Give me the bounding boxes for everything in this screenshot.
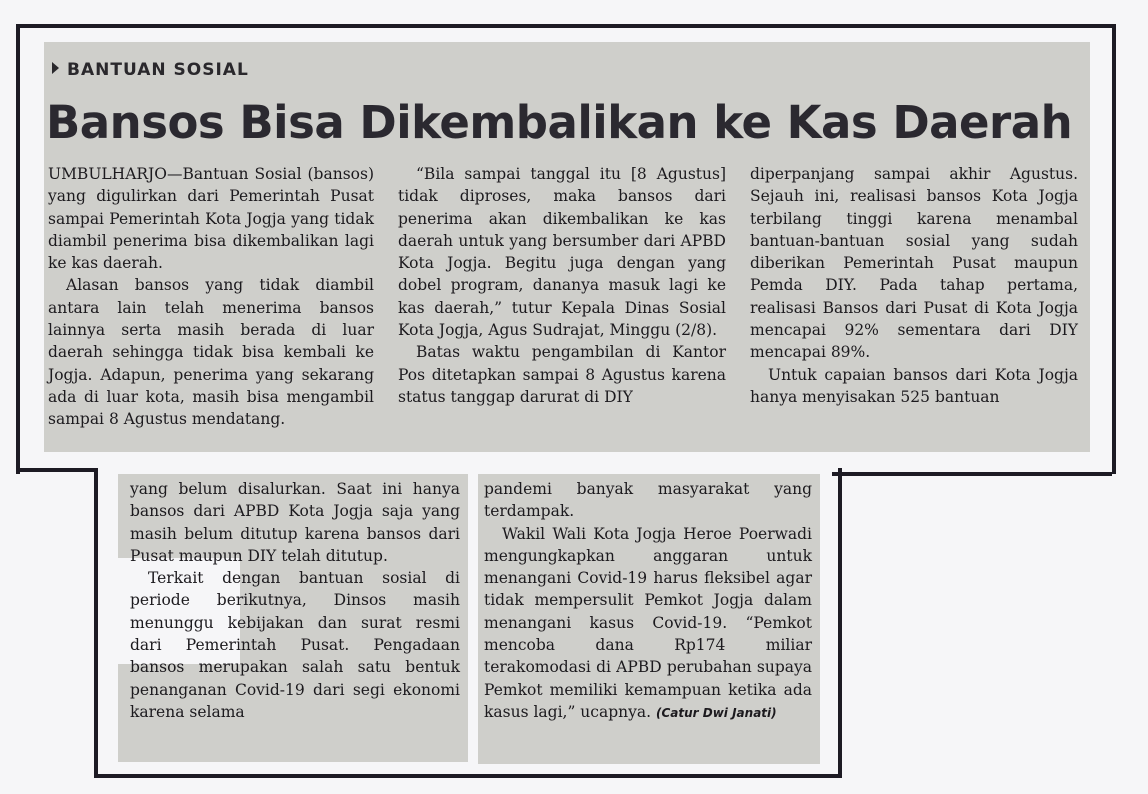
column-1 [48,163,374,431]
section-kicker [52,60,249,80]
paragraph [484,523,812,725]
column-4 [130,478,460,723]
column-3 [750,163,1078,408]
paragraph: Alasan bansos yang tidak diambil antara lain telah menerima bansos lainnya serta masih berada di luar daerah sehingga tidak bisa kembali ke Jogja. Adapun, penerima yang sekarang ada di luar kota, masih bisa mengambil sampai 8 Agustus mendatang. [48,276,374,429]
column-5 [484,478,812,724]
paragraph: Batas waktu pengambilan di Kantor Pos ditetapkan sampai 8 Agustus karena status tanggap darurat di DIY [398,343,726,406]
paragraph: Terkait dengan bantuan sosial di periode berikutnya, Dinsos masih menunggu kebijakan dan surat resmi dari Pemerintah Pusat. Pengadaan bansos merupakan salah satu bentuk penanganan Covid-19 dari segi ekonomi karena selama [130,569,460,721]
paragraph-text: Wakil Wali Kota Jogja Heroe Poerwadi mengungkapkan anggaran untuk menangani Covid-19 harus fleksibel agar tidak mempersulit Pemkot Jogja dalam menangani kasus Covid-19. “Pemkot mencoba dana Rp174 miliar terakomodasi di APBD perubahan supaya Pemkot memiliki kemampuan ketika ada kasus lagi,” ucapnya. [484,524,812,721]
kicker-text: BANTUAN SOSIAL [67,60,249,80]
author-credit: (Catur Dwi Janati) [655,705,777,720]
headline: Bansos Bisa Dikembalikan ke Kas Daerah [46,96,1073,149]
paragraph: pandemi banyak masyarakat yang terdampak. [484,480,812,521]
triangle-bullet-icon [52,62,59,74]
paragraph: yang belum disalurkan. Saat ini hanya bansos dari APBD Kota Jogja saja yang masih belum ditutup karena bansos dari Pusat maupun DIY telah ditutup. [130,480,460,565]
paragraph: Untuk capaian bansos dari Kota Jogja hanya menyisakan 525 bantuan [750,365,1078,406]
paragraph: UMBULHARJO—Bantuan Sosial (bansos) yang digulirkan dari Pemerintah Pusat sampai Pemerintah Kota Jogja yang tidak diambil penerima bisa dikembalikan lagi ke kas daerah. [48,165,374,273]
cut-frame-left-step [16,468,96,472]
column-2 [398,163,726,408]
cut-frame-right-step [832,472,1112,476]
paragraph: diperpanjang sampai akhir Agustus. Sejauh ini, realisasi bansos Kota Jogja terbilang tinggi karena menambal bantuan-bantuan sosial yang sudah diberikan Pemerintah Pusat maupun Pemda DIY. Pada tahap pertama, realisasi Bansos dari Pusat di Kota Jogja mencapai 92% sementara dari DIY mencapai 89%. [750,165,1078,362]
paragraph: “Bila sampai tanggal itu [8 Agustus] tidak diproses, maka bansos dari penerima akan dikembalikan ke kas daerah untuk yang bersumber dari APBD Kota Jogja. Begitu juga dengan yang dobel program, dananya masuk lagi ke kas daerah,” tutur Kepala Dinas Sosial Kota Jogja, Agus Sudrajat, Minggu (2/8). [398,165,726,340]
